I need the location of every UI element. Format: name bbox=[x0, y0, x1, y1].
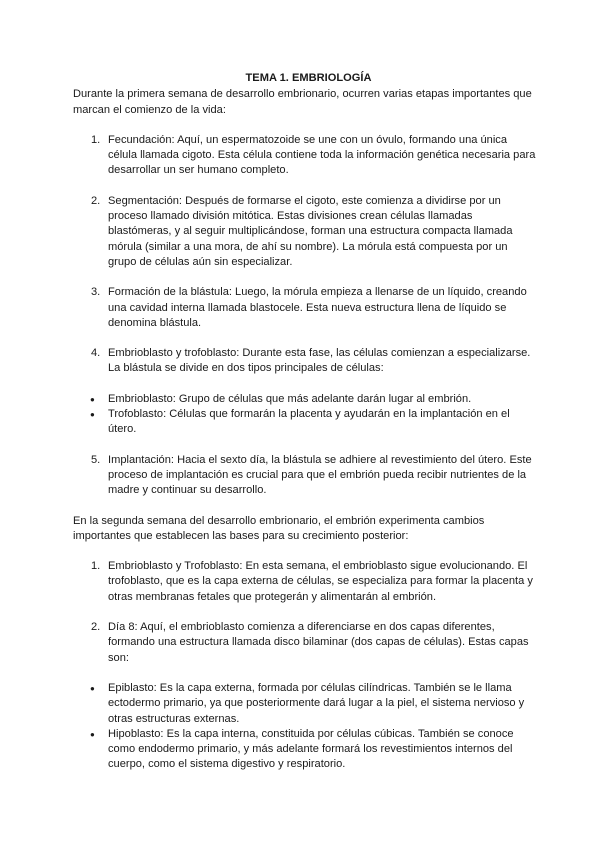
item-text: Día 8: Aquí, el embrioblasto comienza a diferenciarse en dos capas diferentes, formando una estructura llamada disco bilaminar (dos capas de células). Estas capas son: bbox=[108, 621, 529, 664]
list-item bbox=[73, 453, 538, 499]
document-title: TEMA 1. EMBRIOLOGÍA bbox=[245, 72, 372, 84]
item-text: Epiblasto: Es la capa externa, formada por células cilíndricas. También se le llama ectodermo primario, ya que posteriormente dará lugar a la piel, el sistema nervioso y otras estructuras externas. bbox=[108, 681, 525, 725]
week1-numbered-list-continued bbox=[73, 453, 538, 499]
item-number: 2. bbox=[91, 621, 101, 634]
item-text: Segmentación: Después de formarse el cigoto, este comienza a dividirse por un proceso llamado división mitótica. Estas divisiones crean células llamadas blastómeras, y al seguir multiplicándose, forman una estructura compacta llamada mórula (similar a una mora, de ahí su nombre). La mórula está compuesta por un grupo de células aún sin especializar. bbox=[108, 194, 513, 268]
bullet-icon: ● bbox=[90, 729, 95, 739]
item-text: Fecundación: Aquí, un espermatozoide se une con un óvulo, formando una única célula llamada cigoto. Esta célula contiene toda la información genética necesaria para desarrollar un ser humano completo. bbox=[108, 133, 536, 177]
item-text: Hipoblasto: Es la capa interna, constituida por células cúbicas. También se conoce como endodermo primario, y más adelante formará los revestimientos internos del cuerpo, como el sistema digestivo y respiratorio. bbox=[108, 727, 514, 771]
item-number: 3. bbox=[91, 286, 101, 299]
item-text: Embrioblasto y trofoblasto: Durante esta fase, las células comienzan a especializarse. La blástula se divide en dos tipos principales de células: bbox=[108, 347, 531, 375]
item-number: 5. bbox=[91, 453, 101, 466]
intro-paragraph: Durante la primera semana de desarrollo embrionario, ocurren varias etapas importantes que marcan el comienzo de la vida: bbox=[73, 88, 532, 116]
bullet-icon: ● bbox=[90, 683, 95, 693]
list-item bbox=[73, 346, 538, 377]
week2-bullet-list bbox=[73, 681, 538, 773]
week2-intro-paragraph: En la segunda semana del desarrollo embrionario, el embrión experimenta cambios importantes que establecen las bases para su crecimiento posterior: bbox=[73, 514, 485, 542]
list-item bbox=[73, 681, 538, 727]
item-text: Embrioblasto: Grupo de células que más adelante darán lugar al embrión. bbox=[108, 392, 472, 405]
list-item bbox=[73, 727, 538, 773]
list-item bbox=[73, 133, 538, 179]
item-text: Embrioblasto y Trofoblasto: En esta semana, el embrioblasto sigue evolucionando. El trofoblasto, que es la capa externa de células, se especializa para formar la placenta y otras membranas fetales que protegerán y alimentarán al embrión. bbox=[108, 560, 533, 603]
item-number: 2. bbox=[91, 194, 101, 207]
list-item bbox=[73, 285, 538, 331]
item-text: Formación de la blástula: Luego, la mórula empieza a llenarse de un líquido, creando una cavidad interna llamada blastocele. Esta nueva estructura llena de líquido se denomina blástula. bbox=[108, 286, 527, 329]
bullet-icon: ● bbox=[90, 410, 95, 420]
item-number: 1. bbox=[91, 133, 101, 146]
list-item bbox=[73, 194, 538, 270]
item-number: 4. bbox=[91, 347, 101, 360]
list-item bbox=[73, 392, 538, 407]
list-item bbox=[73, 620, 538, 666]
item-text: Implantación: Hacia el sexto día, la blástula se adhiere al revestimiento del útero. Este proceso de implantación es crucial para que el embrión pueda recibir nutrientes de la madre y continuar su desarrollo. bbox=[108, 453, 532, 497]
list-item bbox=[73, 407, 538, 438]
item-number: 1. bbox=[91, 560, 101, 573]
week1-numbered-list bbox=[73, 133, 538, 377]
week1-bullet-list bbox=[73, 392, 538, 438]
list-item bbox=[73, 559, 538, 605]
bullet-icon: ● bbox=[90, 394, 95, 404]
week2-numbered-list bbox=[73, 559, 538, 666]
item-text: Trofoblasto: Células que formarán la placenta y ayudarán en la implantación en el útero. bbox=[108, 408, 510, 436]
